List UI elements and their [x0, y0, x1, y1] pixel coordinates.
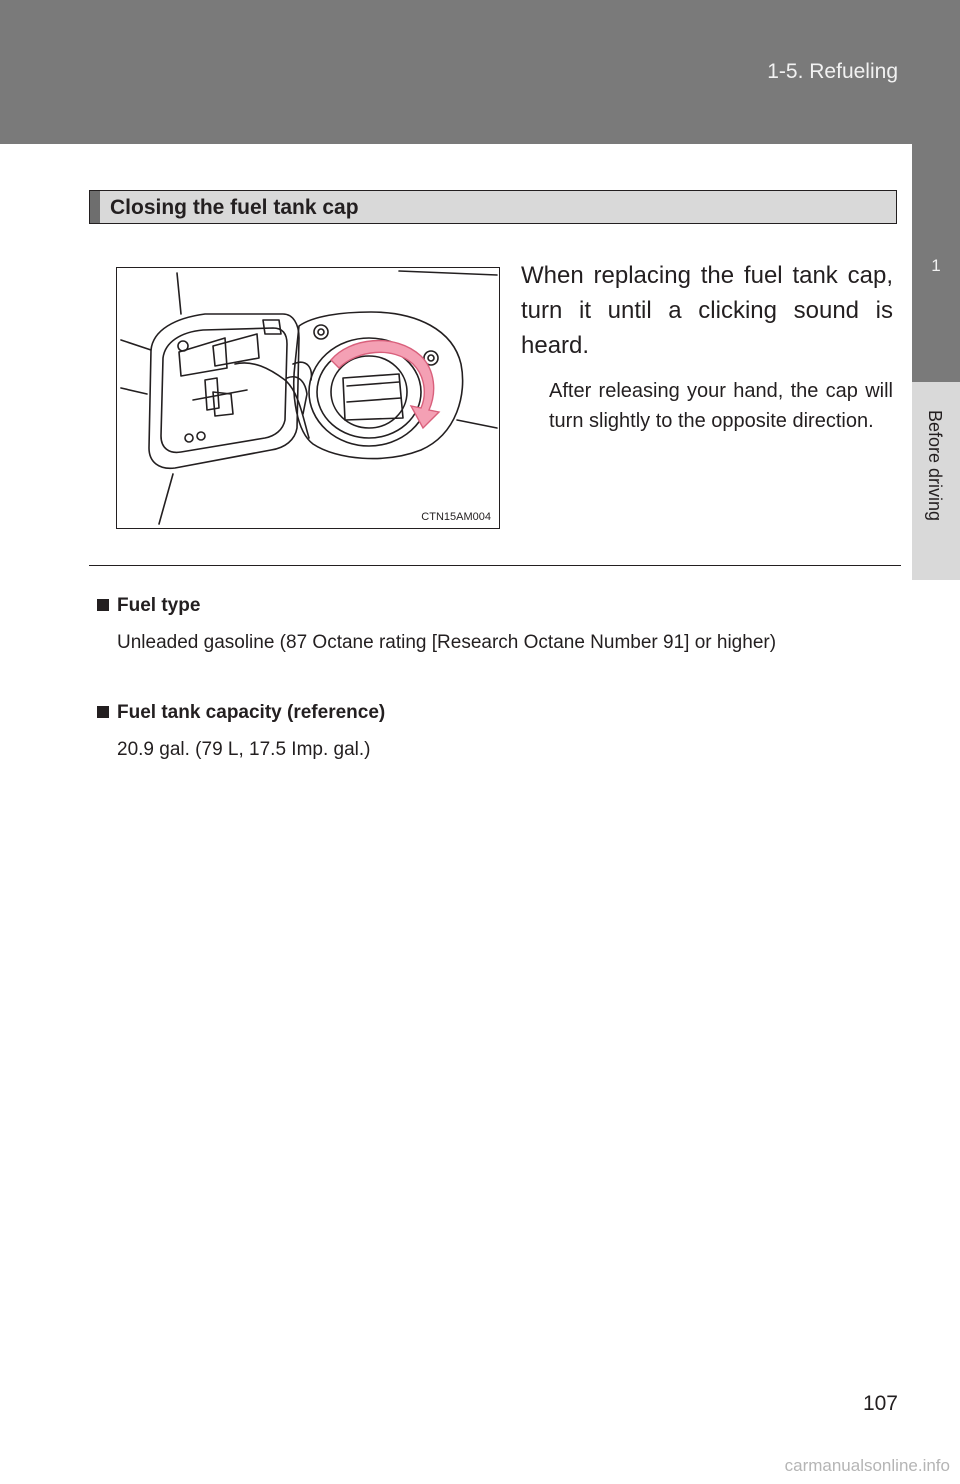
chapter-tab	[912, 144, 960, 382]
note-text-tank-capacity: 20.9 gal. (79 L, 17.5 Imp. gal.)	[117, 739, 371, 760]
fuel-cap-figure	[116, 267, 500, 529]
square-bullet-icon	[97, 599, 109, 611]
note-heading-text: Fuel type	[117, 595, 201, 616]
step-instruction: When replacing the fuel tank cap, turn it until a clicking sound is heard.	[521, 262, 893, 359]
section-heading-bar	[90, 191, 100, 223]
note-heading-fuel-type	[97, 595, 200, 617]
chapter-label: Before driving	[925, 410, 945, 522]
fuel-cap-illustration-icon	[117, 268, 499, 528]
header-band	[0, 0, 960, 144]
section-divider	[89, 565, 901, 566]
figure-code: CTN15AM004	[421, 511, 491, 523]
square-bullet-icon	[97, 706, 109, 718]
note-heading-text: Fuel tank capacity (reference)	[117, 702, 386, 723]
section-heading-box	[89, 190, 897, 224]
chapter-label-tab	[912, 382, 960, 580]
watermark: carmanualsonline.info	[784, 1456, 950, 1475]
step-note: After releasing your hand, the cap will turn slightly to the opposite direction.	[549, 380, 893, 432]
running-header: 1-5. Refueling	[767, 60, 898, 83]
note-text-fuel-type: Unleaded gasoline (87 Octane rating [Research Octane Number 91] or higher)	[117, 632, 777, 653]
chapter-number: 1	[931, 256, 941, 275]
note-heading-tank-capacity	[97, 702, 385, 724]
section-title: Closing the fuel tank cap	[110, 196, 359, 219]
page-number: 107	[862, 1392, 898, 1415]
